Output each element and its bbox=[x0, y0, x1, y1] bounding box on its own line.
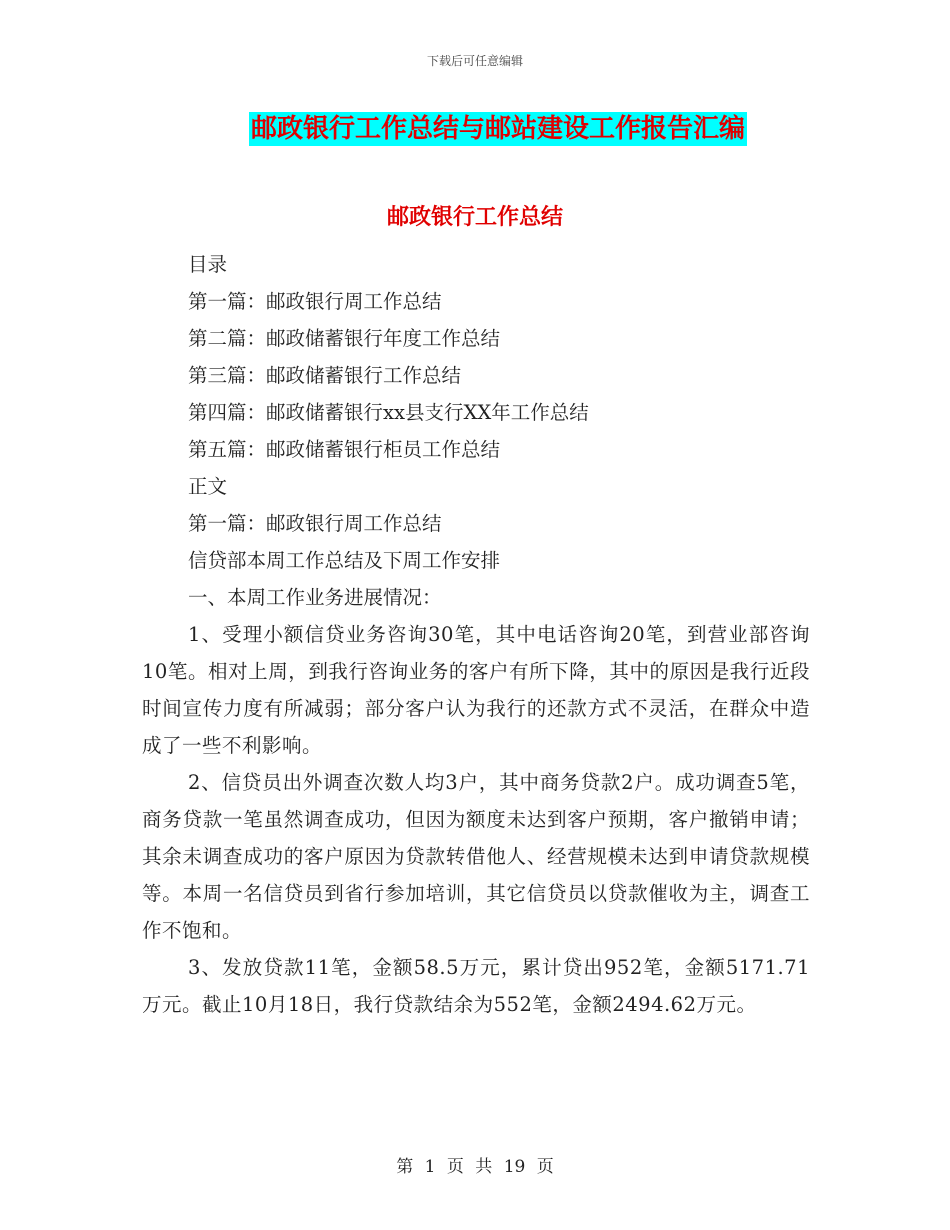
toc-item: 第一篇：邮政银行周工作总结 bbox=[188, 290, 442, 313]
page-footer: 第 1 页 共 19 页 bbox=[396, 1157, 554, 1177]
main-title: 邮政银行工作总结与邮站建设工作报告汇编 bbox=[250, 114, 745, 144]
section-heading: 信贷部本周工作总结及下周工作安排 bbox=[188, 549, 501, 572]
header-note: 下载后可任意编辑 bbox=[426, 54, 523, 68]
toc-item: 第四篇：邮政储蓄银行xx县支行XX年工作总结 bbox=[188, 401, 589, 424]
toc-item: 第二篇：邮政储蓄银行年度工作总结 bbox=[188, 327, 501, 350]
toc-item: 第三篇：邮政储蓄银行工作总结 bbox=[188, 364, 462, 387]
body-paragraph: 2、信贷员出外调查次数人均3户，其中商务贷款2户。成功调查5笔，商务贷款一笔虽然调查成功，但因为额度未达到客户预期，客户撤销申请；其余未调查成功的客户原因为贷款转借他人、经营规模未达到申请贷款规模等。本周一名信贷员到省行参加培训，其它信贷员以贷款催收为主，调查工作不饱和。 bbox=[142, 771, 810, 942]
document-content bbox=[142, 246, 810, 1023]
body-paragraph: 1、受理小额信贷业务咨询30笔，其中电话咨询20笔，到营业部咨询10笔。相对上周，到我行咨询业务的客户有所下降，其中的原因是我行近段时间宣传力度有所减弱；部分客户认为我行的还款方式不灵活，在群众中造成了一些不利影响。 bbox=[142, 623, 810, 757]
body-paragraph: 3、发放贷款11笔，金额58.5万元，累计贷出952笔，金额5171.71万元。截止10月18日，我行贷款结余为552笔，金额2494.62万元。 bbox=[142, 956, 810, 1016]
body-label: 正文 bbox=[188, 475, 228, 498]
subsection-heading: 一、本周工作业务进展情况： bbox=[188, 586, 442, 609]
toc-label: 目录 bbox=[188, 253, 228, 276]
sub-title: 邮政银行工作总结 bbox=[386, 205, 563, 230]
toc-item: 第五篇：邮政储蓄银行柜员工作总结 bbox=[188, 438, 501, 461]
chapter-title: 第一篇：邮政银行周工作总结 bbox=[188, 512, 442, 535]
main-title-container bbox=[0, 112, 950, 146]
